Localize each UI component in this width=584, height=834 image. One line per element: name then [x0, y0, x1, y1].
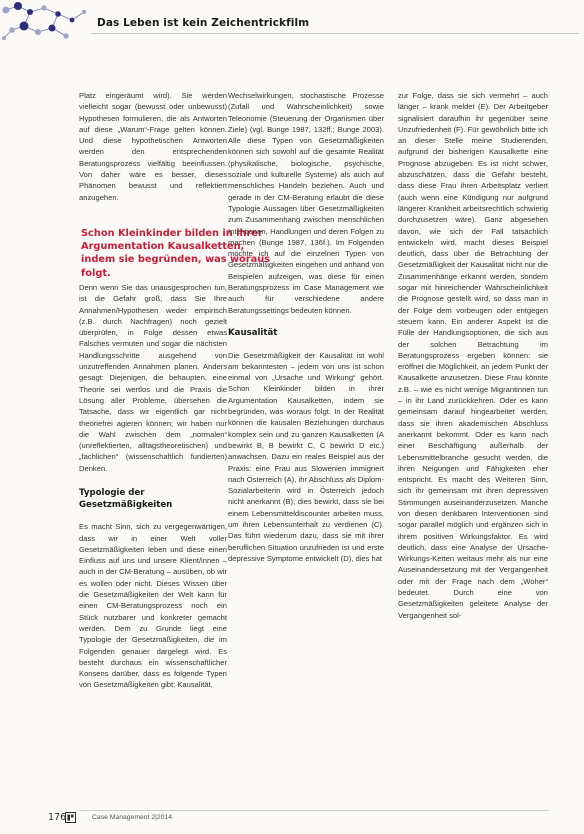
paragraph: Es macht Sinn, sich zu vergegenwärtigen, dass wir in einer Welt voller Gesetzmäßigkeiten leben und diese einen Einfluss auf uns und unsere Klient/innen – auch in der CM-Beratung – ausüben, ob wir es wollen oder nicht. Dieses Wissen über die Gesetzmäßigkeiten der Welt kann für einen CM-Beratungsprozess noch ein Stück nutzbarer und konkreter gemacht werden. Dem zu Grunde liegt eine Typologie der Gesetzmäßigkeiten, die im Folgenden genauer dargelegt wird. Es besteht durchaus ein wissenschaftlicher Konsens darüber, dass es folgende Typen von Gesetzmäßigkeiten gibt: Kausalität, [79, 522, 227, 690]
paragraph: Platz eingeräumt wird). Sie werden vielleicht sogar (bewusst oder unbewusst) Hypothesen formulieren, die als Antworten auf diese „Warum“-Frage gelten können. Und diese hypothetischen Antworten werden den entsprechenden Beratungsprozess vielfältig beeinflussen. Von daher wäre es besser, dieses Phänomen bewusst und reflektiert anzugehen. [79, 91, 227, 202]
paragraph: Die Gesetzmäßigkeit der Kausalität ist wohl am bekanntesten – jedem von uns ist schon einmal von „Ursache und Wirkung“ gehört. Schon Kleinkinder bilden in ihrer Argumentation Kausalketten, indem sie begründen, was woraus folgt. In der Realität können die kausalen Beziehungen durchaus komplex sein und zu ganzen Kausalketten (A bewirkt B, B bewirkt C, C bewirkt D etc.) anwachsen. Dazu ein reales Beispiel aus der Praxis: eine Frau aus Slowenien immigriert nach Österreich (A), ihr Abschluss als Diplom-Sozialarbeiterin wird in Österreich jedoch nicht anerkannt (B), dies bewirkt, dass sie bei einem Lebensmitteldiscounter arbeiten muss, um ihren Lebensunterhalt zu verdienen (C). Das führt wiederum dazu, dass sie mit ihrer beruflichen Situation unzufrieden ist und erste depressive Symptome entwickelt (D), dies hat [228, 350, 384, 563]
pull-quote: Schon Kleinkinder bilden in ihrer Argumentation Kausalketten, indem sie begründen, was woraus folgt. [81, 228, 271, 279]
page-number: 176 [48, 812, 67, 823]
paragraph: Denn wenn Sie das unausgesprochen tun, ist die Gefahr groß, dass Sie Ihre Annahmen/Hypothesen weder empirisch (z.B. durch Nachfragen) noch gezielt überprüfen, in Folge dessen etwas Falsches vermuten und sogar die nächsten Handlungsschritte ausgehend von unzutreffenden Annahmen planen. Anders gesagt: Diejenigen, die behaupten, eine Theorie sei wertlos und die Praxis die Lösung aller Probleme, übersehen die Tatsache, dass wir eigentlich gar nicht theoriefrei agieren können; wir haben nur die Wahl zwischen dem „normalen“ (unreflektierten, alltagstheoretischen) und „fachlichen“ (wissenschaftlich fundierten) Denken. [79, 283, 227, 473]
journal-name: Case Management 2|2014 [92, 814, 172, 821]
molecule-logo-icon [0, 0, 92, 44]
running-head: Das Leben ist kein Zeichentrickfilm [97, 17, 310, 29]
paragraph: zur Folge, dass sie sich vermehrt – auch länger – krank meldet (E). Der Arbeitgeber signalisiert daraufhin ihr gegenüber seine Unzufriedenheit (F). Für gewöhnlich bitte ich an dieser Stelle meine Studierenden, aufgrund der bisherigen Kausalkette eine Prognose abzugeben. Es ist nicht schwer, abzuschätzen, dass die Gefahr besteht, dass diese Frau ihren Arbeitsplatz verliert (auch wenn eine Kündigung nur aufgrund längerer Krankheit arbeitsrechtlich schwierig durchzusetzen wäre). Ganz abgesehen davon, wie sich der Fall tatsächlich entwickeln wird, macht dieses Beispiel deutlich, dass über die Betrachtung der Gesetzmäßigkeit der Kausalität nicht nur die Zusammenhänge erkannt werden, sondern sogar mit hinreichender Wahrscheinlichkeit die Prognose gestellt wird, so dass man in der Folge dem vorbeugen oder entgegen steuern kann. Ein anderer Aspekt ist die Fülle der Handlungsoptionen, die sich aus der solchen Betrachtung im Beratungsprozess ergeben können: sie eröffnet die Möglichkeit, an jedem Punkt der Kausalkette anzusetzen. Diese Frau könnte z.B. – wie es nicht wenige Migrantinnen tun – in ihr Land zurückkehren. Oder es kann gemeinsam darauf hingearbeitet werden, dass sie ihren akademischen Abschluss anerkannt bekommt. Oder es kann nach einer Beschäftigung außerhalb der Lebensmittelbranche gesucht werden, die ihren Neigungen und Fähigkeiten eher entspricht. Es macht des Weiteren Sinn, sich ihr gemeinsam mit ihren depressiven Stimmungen auseinanderzusetzen. Manche von diesen denkbaren Interventionen sind sogar parallel möglich und ergänzen sich in ihrem positiven Wirkungsfaktor. Es wird deutlich, dass eine Analyse der Ursache-Wirkungs-Ketten weitaus mehr als nur eine Auseinandersetzung mit der Vergangenheit oder mit der Frage nach dem „Woher“ bedeutet. Durch eine von Gesetzmäßigkeiten geleitete Analyse der Vergangenheit sol- [398, 91, 548, 620]
footer-rule [79, 810, 549, 811]
paragraph: Wechselwirkungen, stochastische Prozesse (Zufall und Wahrscheinlichkeit) sowie Teleonomie (Steuerung der Organismen über Ziele) (vgl. Bunge 1987, 132ff.; Bunge 2003). Alle diese Typen von Gesetzmäßigkeiten können sich sowohl auf die gesamte Realität (physikalische, biologische, psychische, soziale und kulturelle Systeme) als auch auf menschliches Handeln beziehen. Auch und gerade in der CM-Beratung erlaubt die diese Typologie Aussagen über Gesetzmäßigkeiten zum Zusammenhang zwischen menschlichen Intentionen, Handlungen und deren Folgen zu machen (Bunge 1987, 136f.). Im Folgenden möchte ich auf die einzelnen Typen von Gesetzmäßigkeiten eingehen und anhand von Beispielen aufzeigen, was diese für einen Beratungsprozess im Case Management wie auch für verschiedene andere Beratungssettings bedeuten können. [228, 91, 384, 315]
column-1 [79, 90, 227, 203]
section-heading: Typologie der Gesetzmäßigkeiten [79, 488, 173, 510]
column-3 [398, 90, 548, 621]
column-2 [228, 90, 384, 564]
section-heading: Kausalität [228, 327, 278, 338]
journal-logo-icon [65, 812, 76, 823]
header-rule [91, 33, 579, 34]
page-header [0, 0, 584, 46]
column-1-continued [79, 282, 227, 691]
